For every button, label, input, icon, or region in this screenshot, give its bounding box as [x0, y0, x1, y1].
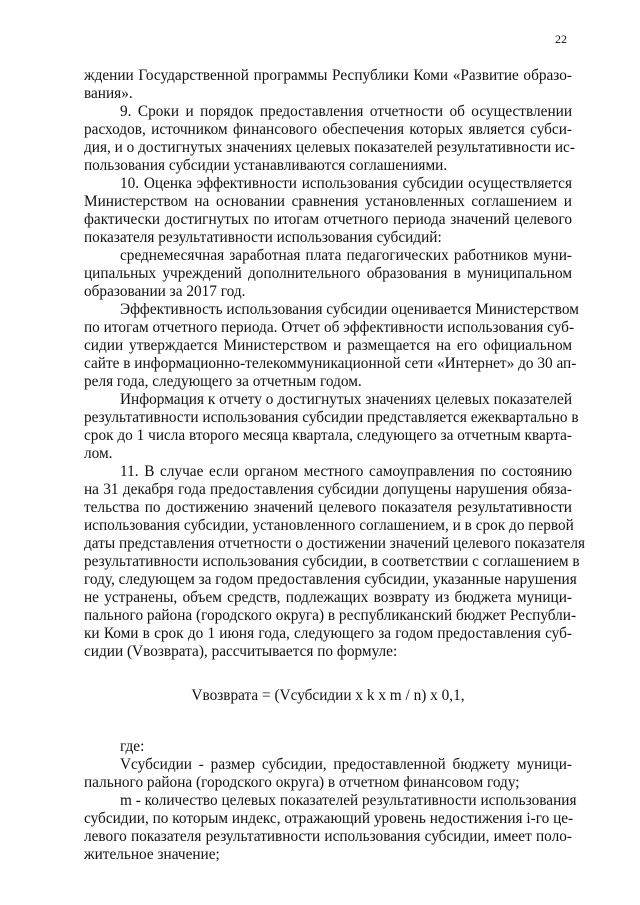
text-line: Министерством на основании сравнения установленных соглашением и [84, 193, 572, 210]
text-line: сидии (Vвозврата), рассчитывается по формуле: [84, 643, 398, 660]
paragraph-report-info [84, 391, 579, 463]
paragraph-indicator [84, 247, 572, 301]
text-line: фактически достигнутых по итогам отчетного периода значений целевого [84, 211, 572, 228]
text-line: году, следующем за годом предоставления субсидии, указанные нарушения [84, 571, 577, 588]
text-line: жительное значение; [84, 846, 220, 863]
text-line: использования субсидии, установленного соглашением, и в срок до первой [84, 517, 574, 534]
formula: Vвозврата = (Vсубсидии x k x m / n) x 0,1, [191, 687, 465, 704]
text-line: дия, и о достигнутых значениях целевых показателей результативности ис- [84, 139, 575, 156]
definition-vsubsidy [84, 756, 572, 792]
text-line: реля года, следующего за отчетным годом. [84, 373, 362, 390]
text-line: 10. Оценка эффективности использования субсидии осуществляется [120, 175, 572, 192]
text-line: 11. В случае если органом местного самоуправления по состоянию [120, 463, 572, 480]
text-line: пального района (городского округа) в отчетном финансовом году; [84, 774, 520, 791]
text-line: левого показателя результативности использования субсидии, имеет поло- [84, 828, 572, 845]
text-line: ждении Государственной программы Республики Коми «Развитие образо- [84, 67, 572, 84]
text-line: среднемесячная заработная плата педагогических работников муни- [120, 247, 572, 264]
text-line: сидии утверждается Министерством и размещается на его официальном [84, 337, 572, 354]
text-line: на 31 декабря года предоставления субсидии допущены нарушения обяза- [84, 481, 572, 498]
text-line: Vсубсидии - размер субсидии, предоставленной бюджету муници- [120, 756, 572, 773]
where-label: где: [120, 738, 145, 755]
text-line: образовании за 2017 год. [84, 283, 246, 300]
text-line: даты представления отчетности о достижении значений целевого показателя [84, 535, 585, 552]
text-line: показателя результативности использования субсидий: [84, 229, 442, 246]
paragraph-item-10 [84, 175, 572, 247]
text-line: сайте в информационно-телекоммуникационной сети «Интернет» до 30 ап- [84, 355, 577, 372]
text-line: результативности использования субсидии, в соответствии с соглашением в [84, 553, 580, 570]
document-body [84, 67, 585, 864]
text-line: Эффективность использования субсидии оценивается Министерством [120, 301, 579, 318]
page-number: 22 [555, 32, 567, 46]
text-line: пользования субсидии устанавливаются соглашениями. [84, 157, 448, 174]
text-line: не устранены, объем средств, подлежащих возврату из бюджета муници- [84, 589, 572, 606]
text-line: 9. Сроки и порядок предоставления отчетности об осуществлении [120, 103, 572, 120]
paragraph-item-9 [84, 103, 575, 175]
text-line: вания». [84, 85, 133, 102]
text-line: m - количество целевых показателей результативности использования [120, 792, 577, 809]
text-line: тельства по достижению значений целевого показателя результативности [84, 499, 572, 516]
paragraph-item-11 [84, 463, 585, 661]
text-line: по итогам отчетного периода. Отчет об эффективности использования суб- [84, 319, 575, 336]
text-line: субсидии, по которым индекс, отражающий уровень недостижения i-го це- [84, 810, 574, 827]
text-line: расходов, источником финансового обеспечения которых является субси- [84, 121, 572, 138]
definition-m [84, 792, 577, 864]
text-line: результативности использования субсидии представляется ежеквартально в [84, 409, 579, 426]
text-line: ципальных учреждений дополнительного образования в муниципальном [84, 265, 572, 282]
paragraph-continuation [84, 67, 572, 103]
paragraph-efficiency [84, 301, 579, 391]
text-line: ки Коми в срок до 1 июня года, следующего за годом предоставления суб- [84, 625, 572, 642]
text-line: лом. [84, 445, 113, 462]
text-line: срок до 1 числа второго месяца квартала, следующего за отчетным кварта- [84, 427, 572, 444]
text-line: пального района (городского округа) в республиканский бюджет Республи- [84, 607, 577, 624]
text-line: Информация к отчету о достигнутых значениях целевых показателей [120, 391, 572, 408]
